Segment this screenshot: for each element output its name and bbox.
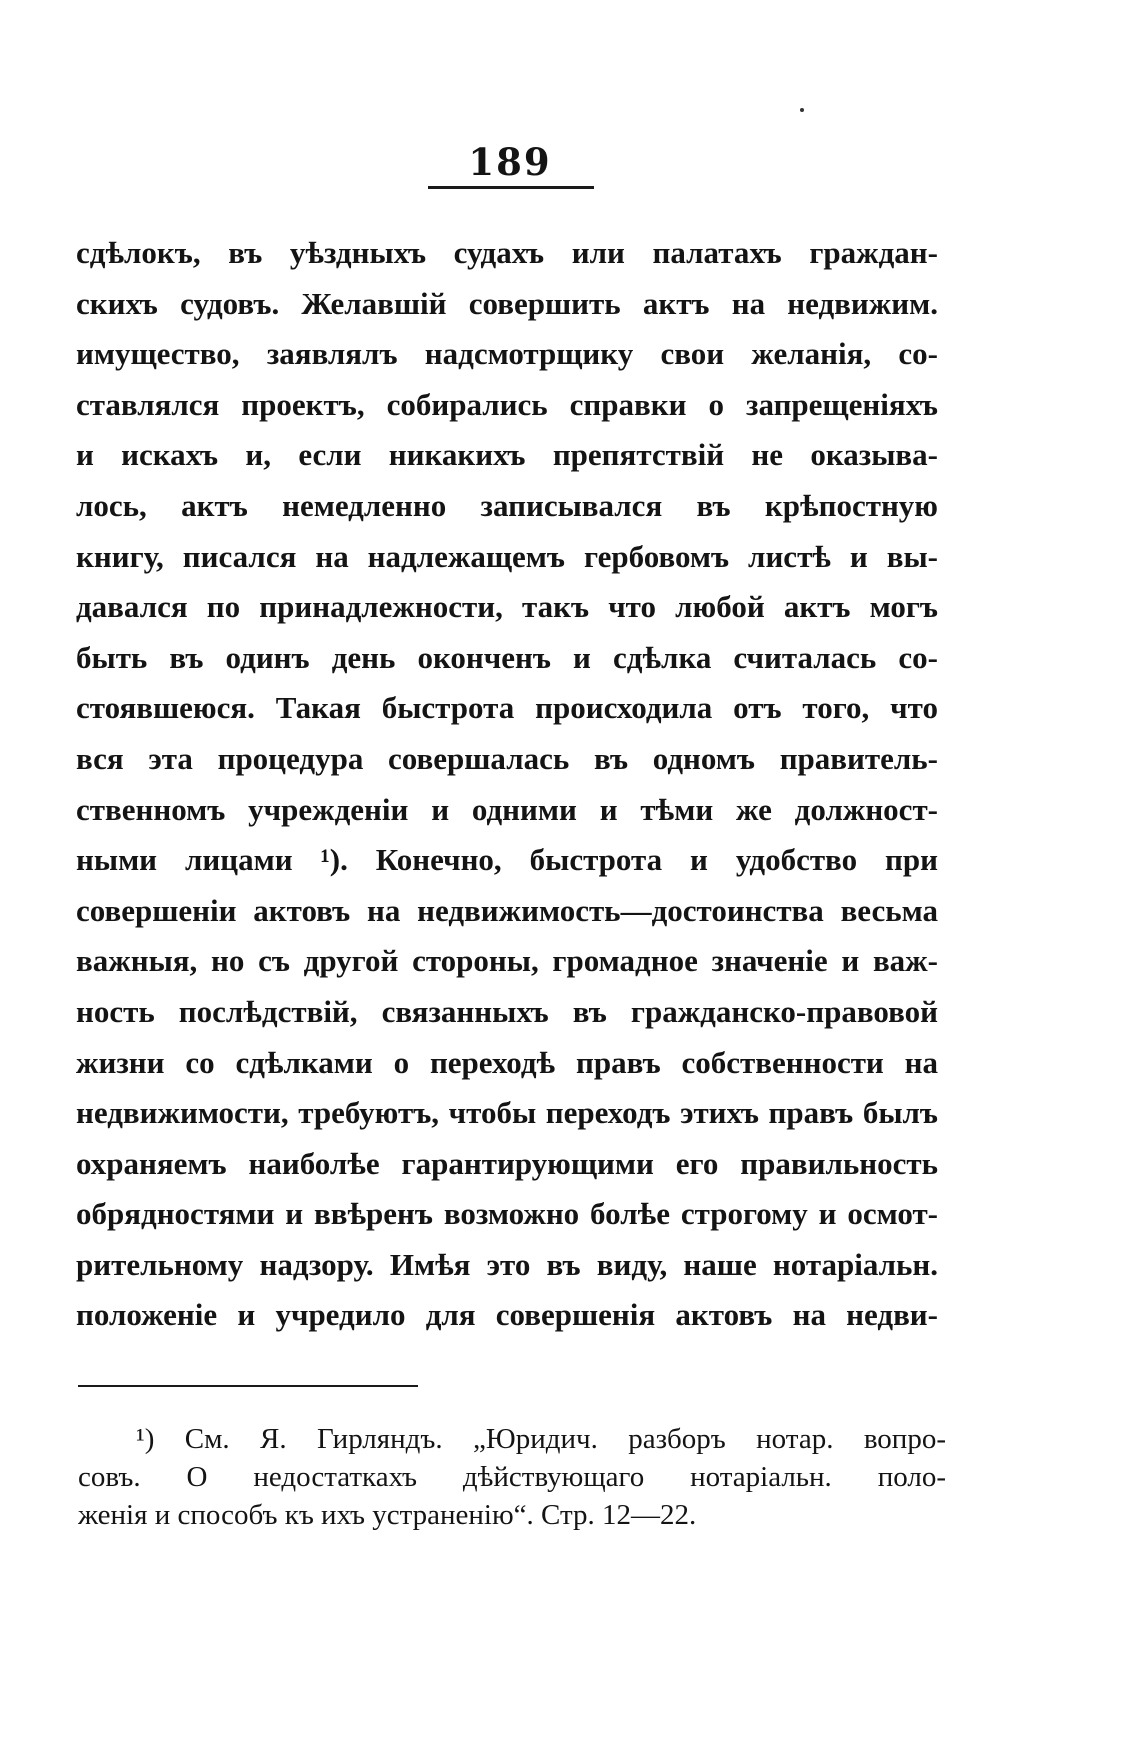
text-line: сдѣлокъ, въ уѣздныхъ судахъ или палатахъ граждан- [76, 235, 938, 270]
body-text [76, 228, 938, 1341]
page-number: 189 [468, 140, 552, 184]
text-line: имущество, заявлялъ надсмотрщику свои желанія, со- [76, 336, 938, 372]
footnote-line: совъ. О недостаткахъ дѣйствующаго нотаріальн. поло- [78, 1461, 946, 1493]
text-line: обрядностями и ввѣренъ возможно болѣе строгому и осмот- [76, 1196, 938, 1232]
text-line: скихъ судовъ. Желавшій совершить актъ на недвижим. [76, 285, 938, 321]
text-line: ными лицами ¹). Конечно, быстрота и удобство при [76, 842, 938, 878]
text-line: книгу, писался на надлежащемъ гербовомъ листѣ и вы- [76, 538, 938, 574]
text-line: вся эта процедура совершалась въ одномъ правитель- [76, 740, 938, 776]
text-line: положеніе и учредило для совершенія актовъ на недви- [76, 1297, 938, 1333]
text-line: ственномъ учрежденіи и одними и тѣми же должност- [76, 791, 938, 827]
text-line: быть въ одинъ день оконченъ и сдѣлка считалась со- [76, 639, 938, 675]
text-line: охраняемъ наиболѣе гарантирующими его правильность [76, 1145, 938, 1181]
text-line: стоявшеюся. Такая быстрота происходила отъ того, что [76, 690, 938, 726]
page-number-rule [428, 186, 594, 189]
text-line: ставлялся проектъ, собирались справки о запрещеніяхъ [76, 386, 938, 422]
text-line: лось, актъ немедленно записывался въ крѣпостную [76, 487, 938, 523]
footnote-line: женія и способъ къ ихъ устраненію“. Стр. 12—22. [78, 1499, 697, 1531]
footnote-line: ¹) См. Я. Гирляндъ. „Юридич. разборъ нотар. вопро- [136, 1423, 946, 1455]
text-line: совершеніи актовъ на недвижимость—достоинства весьма [76, 892, 938, 928]
text-line: важныя, но съ другой стороны, громадное значеніе и важ- [76, 943, 938, 979]
footnote [78, 1420, 946, 1534]
text-line: недвижимости, требуютъ, чтобы переходъ этихъ правъ былъ [76, 1095, 938, 1131]
text-line: ность послѣдствій, связанныхъ въ гражданско-правовой [76, 993, 938, 1029]
text-line: жизни со сдѣлками о переходѣ правъ собственности на [76, 1044, 938, 1080]
text-line: рительному надзору. Имѣя это въ виду, наше нотаріальн. [76, 1246, 938, 1282]
text-line: и искахъ и, если никакихъ препятствій не оказыва- [76, 437, 938, 473]
text-line: давался по принадлежности, такъ что любой актъ могъ [76, 589, 938, 625]
scan-speck [800, 108, 804, 112]
footnote-rule [78, 1385, 418, 1387]
